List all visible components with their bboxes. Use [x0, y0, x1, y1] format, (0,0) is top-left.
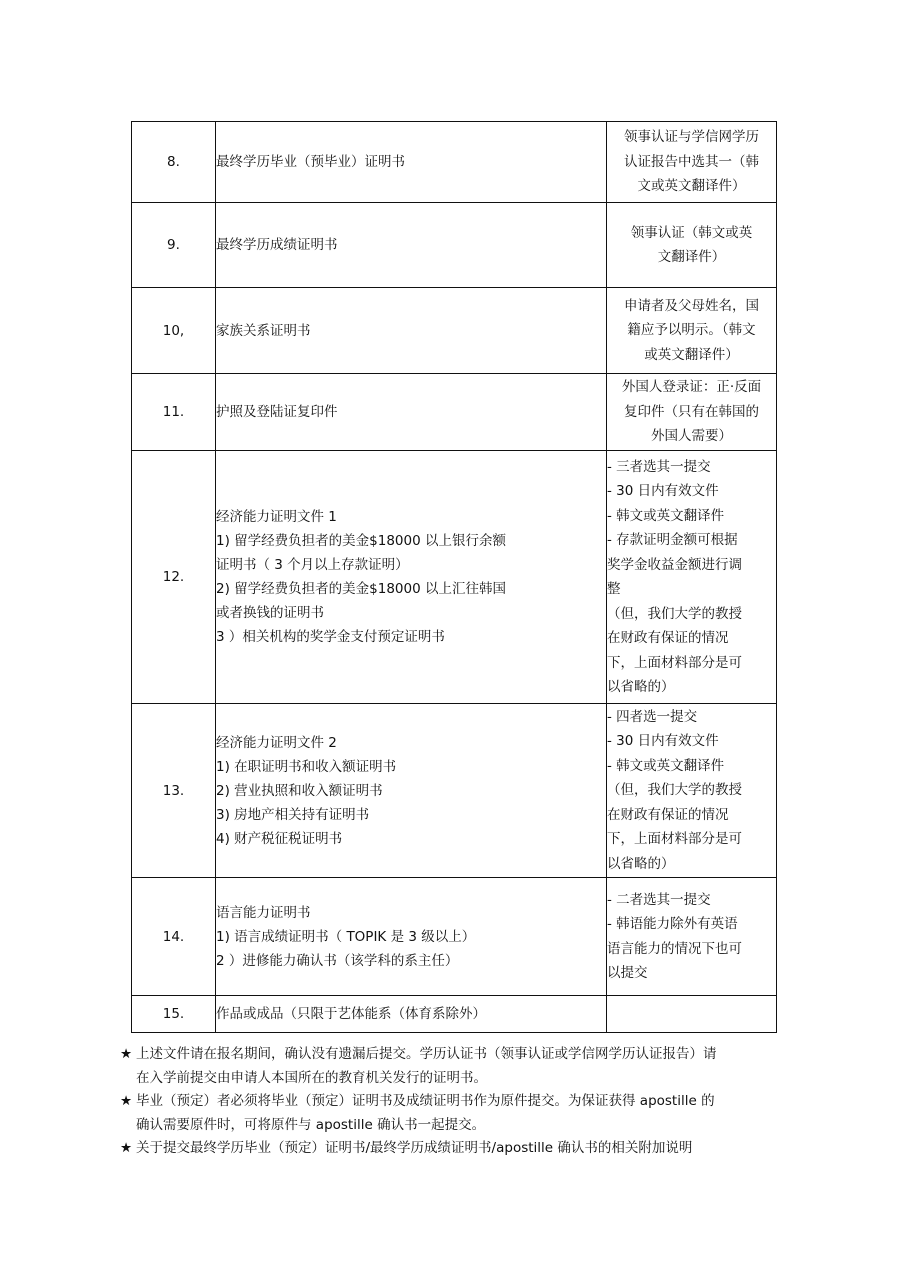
remark-line: 语言能力的情况下也可 — [607, 940, 742, 957]
document-line: 最终学历成绩证明书 — [216, 237, 338, 253]
footnote-line: 毕业（预定）者必须将毕业（预定）证明书及成绩证明书作为原件提交。为保证获得 apostille 的 — [136, 1093, 715, 1109]
row-number: 11. — [132, 374, 216, 451]
remark-line: 在财政有保证的情况 — [607, 806, 729, 823]
document-line: 或者换钱的证明书 — [216, 605, 324, 621]
remark-line: 以提交 — [607, 965, 648, 981]
footnote-line: 在入学前提交由申请人本国所在的教育机关发行的证明书。 — [136, 1069, 487, 1086]
remark-cell — [607, 451, 777, 704]
footnote-line: 关于提交最终学历毕业（预定）证明书/最终学历成绩证明书/apostille 确认书的相关附加说明 — [136, 1140, 693, 1156]
row-number: 9. — [132, 203, 216, 288]
remark-line: - 存款证明金额可根据 — [607, 532, 738, 548]
remark-line: 外国人登录证：正·反面 — [621, 379, 762, 396]
remark-line: 以省略的） — [607, 855, 675, 872]
footnote-line: 上述文件请在报名期间，确认没有遗漏后提交。学历认证书（领事认证或学信网学历认证报告）请 — [136, 1046, 717, 1062]
row-number: 15. — [132, 996, 216, 1033]
table-row — [132, 203, 777, 288]
remark-cell — [607, 374, 777, 451]
document-line: 作品或成品（只限于艺体能系（体育系除外） — [216, 1006, 486, 1022]
star-icon: ★ — [120, 1140, 133, 1156]
remark-line: 文翻译件） — [657, 249, 726, 265]
document-line: 最终学历毕业（预毕业）证明书 — [216, 154, 405, 170]
row-number: 8. — [132, 122, 216, 203]
remark-line: - 韩文或英文翻译件 — [607, 757, 725, 774]
footnote-line: 确认需要原件时，可将原件与 apostille 确认书一起提交。 — [136, 1116, 486, 1133]
remark-line: 在财政有保证的情况 — [607, 630, 729, 646]
document-line: 1) 语言成绩证明书（ TOPIK 是 3 级以上） — [216, 928, 476, 945]
remark-line: - 30 日内有效文件 — [607, 733, 719, 750]
document-line: 2) 留学经费负担者的美金$18000 以上汇往韩国 — [216, 581, 506, 597]
remark-cell — [607, 996, 777, 1033]
remark-line: 下，上面材料部分是可 — [607, 831, 742, 848]
table-row — [132, 878, 777, 996]
remark-line: 文或英文翻译件） — [637, 178, 746, 195]
row-number: 14. — [132, 878, 216, 996]
row-number: 13. — [132, 704, 216, 878]
document-line: 语言能力证明书 — [216, 904, 311, 921]
remark-line: （但，我们大学的教授 — [607, 605, 742, 622]
remark-line: - 四者选一提交 — [607, 708, 698, 725]
row-number: 10, — [132, 288, 216, 374]
footnotes — [120, 1043, 785, 1161]
document-requirements-table — [131, 121, 777, 1033]
document-line: 证明书（ 3 个月以上存款证明） — [216, 557, 409, 573]
document-line: 经济能力证明文件 2 — [216, 734, 337, 751]
remark-line: - 韩文或英文翻译件 — [607, 507, 725, 524]
remark-cell — [607, 203, 777, 288]
remark-cell — [607, 704, 777, 878]
row-number: 12. — [132, 451, 216, 704]
remark-cell — [607, 122, 777, 203]
footnote-item — [120, 1043, 785, 1090]
document-name-cell — [216, 288, 607, 374]
remark-line: 下，上面材料部分是可 — [607, 654, 742, 671]
document-name-cell — [216, 203, 607, 288]
document-name-cell — [216, 704, 607, 878]
star-icon: ★ — [120, 1046, 133, 1062]
document-line: 1) 留学经费负担者的美金$18000 以上银行余额 — [216, 533, 506, 549]
document-name-cell — [216, 451, 607, 704]
remark-cell — [607, 878, 777, 996]
document-line: 2) 营业执照和收入额证明书 — [216, 782, 383, 799]
remark-line: 外国人需要） — [651, 428, 732, 445]
table-row — [132, 288, 777, 374]
table-row — [132, 122, 777, 203]
remark-line: 复印件（只有在韩国的 — [624, 403, 759, 420]
table-row — [132, 996, 777, 1033]
document-line: 经济能力证明文件 1 — [216, 509, 337, 525]
remark-line: （但，我们大学的教授 — [607, 782, 742, 799]
footnote-item — [120, 1090, 785, 1137]
remark-line: - 韩语能力除外有英语 — [607, 916, 738, 932]
remark-line: - 30 日内有效文件 — [607, 483, 719, 499]
document-line: 护照及登陆证复印件 — [216, 404, 338, 420]
document-line: 2 ）进修能力确认书（该学科的系主任） — [216, 952, 459, 969]
remark-line: 整 — [607, 581, 621, 597]
document-line: 家族关系证明书 — [216, 322, 311, 339]
remark-line: - 二者选其一提交 — [607, 891, 711, 908]
document-line: 3) 房地产相关持有证明书 — [216, 806, 370, 823]
remark-cell — [607, 288, 777, 374]
remark-line: 领事认证（韩文或英 — [630, 224, 753, 241]
table-row — [132, 451, 777, 704]
star-icon: ★ — [120, 1093, 133, 1109]
remark-line: 奖学金收益金额进行调 — [607, 556, 742, 573]
remark-line: 籍应予以明示。（韩文 — [627, 322, 756, 339]
document-line: 1) 在职证明书和收入额证明书 — [216, 758, 397, 775]
remark-line: 或英文翻译件） — [644, 346, 739, 363]
remark-line: 以省略的） — [607, 679, 675, 695]
document-line: 3 ）相关机构的奖学金支付预定证明书 — [216, 629, 445, 645]
document-line: 4) 财产税征税证明书 — [216, 830, 343, 847]
footnote-item — [120, 1137, 785, 1161]
remark-line: 申请者及父母姓名，国 — [624, 297, 759, 314]
document-name-cell — [216, 122, 607, 203]
document-name-cell — [216, 878, 607, 996]
remark-line: - 三者选其一提交 — [607, 458, 711, 475]
table-row — [132, 374, 777, 451]
document-name-cell — [216, 374, 607, 451]
remark-line: 认证报告中选其一（韩 — [624, 153, 759, 170]
remark-line: 领事认证与学信网学历 — [624, 129, 759, 146]
document-name-cell — [216, 996, 607, 1033]
table-row — [132, 704, 777, 878]
